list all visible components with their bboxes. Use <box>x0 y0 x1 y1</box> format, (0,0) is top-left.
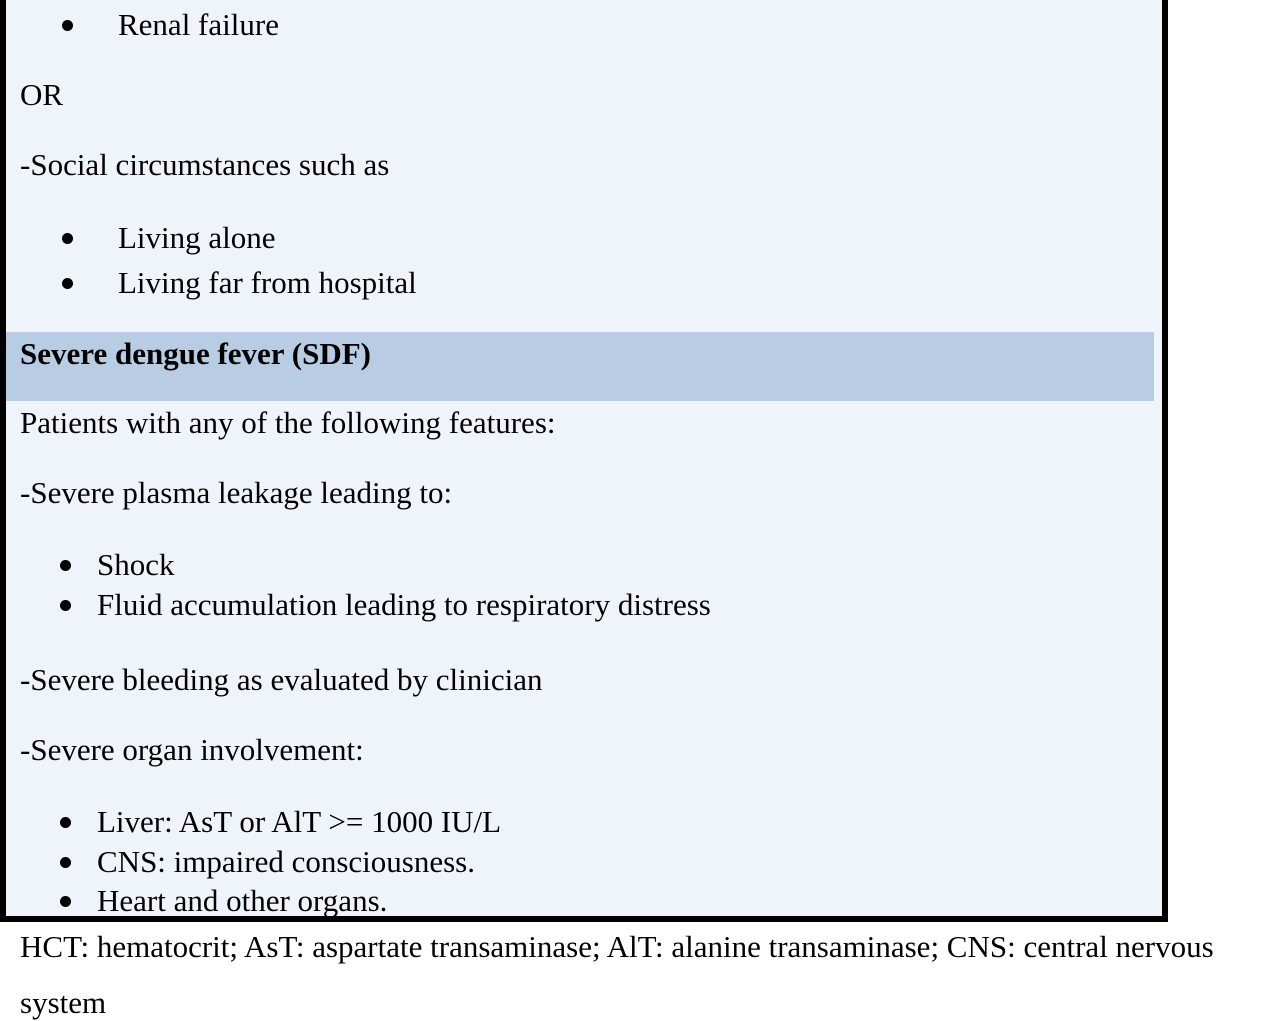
sdf-heading: Severe dengue fever (SDF) <box>20 336 371 371</box>
footnote-line: system <box>20 985 107 1020</box>
organ-item: CNS: impaired consciousness. <box>97 844 475 879</box>
bullet-icon <box>62 233 73 244</box>
bullet-icon <box>60 600 71 611</box>
or-label: OR <box>20 77 64 112</box>
footnote-line: HCT: hematocrit; AsT: aspartate transaminase; AlT: alanine transaminase; CNS: central nervous <box>20 929 1214 964</box>
plasma-item: Shock <box>97 547 175 582</box>
bullet-icon <box>60 857 71 868</box>
bullet-icon <box>60 560 71 571</box>
social-heading: -Social circumstances such as <box>20 147 390 182</box>
organ-heading: -Severe organ involvement: <box>20 732 364 767</box>
organ-item: Heart and other organs. <box>97 883 388 918</box>
sdf-intro: Patients with any of the following features: <box>20 405 556 440</box>
bullet-renal-failure: Renal failure <box>118 7 279 42</box>
social-item: Living alone <box>118 220 276 255</box>
bullet-icon <box>62 278 73 289</box>
organ-item: Liver: AsT or AlT >= 1000 IU/L <box>97 804 502 839</box>
bullet-icon <box>60 817 71 828</box>
plasma-heading: -Severe plasma leakage leading to: <box>20 475 453 510</box>
bullet-icon <box>60 896 71 907</box>
social-item: Living far from hospital <box>118 265 417 300</box>
bullet-icon <box>62 20 73 31</box>
bleeding-criterion: -Severe bleeding as evaluated by clinician <box>20 662 543 697</box>
plasma-item: Fluid accumulation leading to respiratory distress <box>97 587 711 622</box>
